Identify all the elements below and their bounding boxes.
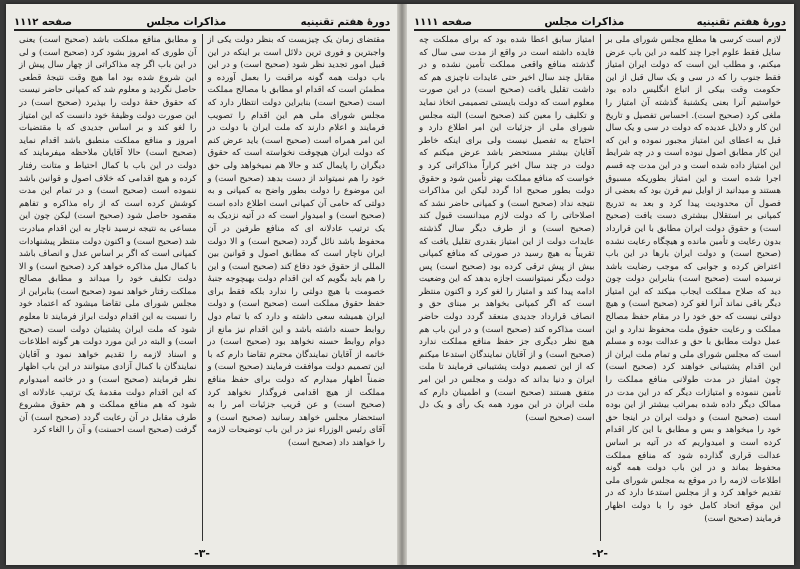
text-column-end [14,34,202,541]
paragraph: و مطابق منافع مملکت باشد (صحیح است) یعنی آن طوری که امروز بشود کرد (صحیح است) و لی در این باب اگر چه مذاکراتی از چهار سال پیش از این شروع شده بود اما هیچ وقت نتیجهٔ قطعی حاصل نگردید و معلوم شد که کمپانی حاضر نیست که حقوق حقهٔ دولت را بپذیرد (صحیح است) در این صورت دولت وظیفهٔ خود دانست که این امتیاز را لغو کند و بر اساس جدیدی که با مقتضیات امروز و منافع مملکت منطبق باشد اقدام نماید (صحیح است) حالا آقایان ملاحظه میفرمایند که دولت در این باب با کمال احتیاط و متانت رفتار کرده و هیچ اقدامی که خلاف اصول و قوانین باشد ننموده است (صحیح است) و در تمام این مدت کوشش کرده است که از راه مذاکره و تفاهم مقصود حاصل شود (صحیح است) لیکن چون این مساعی به نتیجه نرسید ناچار به این اقدام مبادرت شد (صحیح است) و اکنون دولت منتظر پیشنهادات کمپانی است که اگر بر اساس عدل و انصاف باشد با کمال میل مذاکره خواهد کرد (صحیح است) و الا دولت تکلیف خود را میداند و مطابق مصالح مملکت رفتار خواهد نمود (صحیح است) بنابراین از مجلس شورای ملی تقاضا میشود که اعتماد خود را نسبت به این اقدام دولت ابراز فرمایند تا معلوم شود که ملت ایران پشتیبان دولت است (صحیح است) و البته در این مورد دولت هر گونه اطلاعات و اسناد لازمه را تقدیم خواهد نمود و آقایان نمایندگان با کمال آزادی میتوانند در این باب اظهار نظر فرمایند (صحیح است) و در خاتمه امیدوارم که این اقدام دولت مقدمهٔ یک ترتیب عادلانه ای شود که هم منافع مملکت و هم حقوق مشروع طرف مقابل در آن رعایت گردد (صحیح است) آن گرفت (صحیح است احسنت) و آن را الغاء کرد [19,35,197,436]
book-gutter [397,4,407,565]
header-volume: دورهٔ هفتم تقنینیه [300,17,390,28]
page-footer-number: -۳- [194,547,210,560]
text-column-end [414,34,600,541]
book-spread [6,4,794,565]
text-columns [414,34,786,541]
paragraph: مقتضای زمان یک چیزیست که بنظر دولت یکی از واجبترین و فوری ترین دلائل است بر اینکه در این قبیل امور تجدید نظر شود (صحیح است) و در این باب دولت همه گونه مراقبت را بعمل آورده و مطمئن است که اقدام او مطابق با مصالح مملکت است (صحیح است) بنابراین دولت انتظار دارد که مجلس شورای ملی هم این اقدام را تصویب فرمایند و اعلام دارند که ملت ایران با دولت در این امر همراه است (صحیح است) باید عرض کنم که دولت ایران هیچوقت نخواسته است که حقوق دیگران را پایمال کند و حالا هم نمیخواهد ولی حق خود را هم نمیتواند از دست بدهد (صحیح است) و این موضوع را دولت بطور واضح به کمپانی و به دولتی که حامی آن کمپانی است اطلاع داده است (صحیح است) و امیدوار است که در آتیه نزدیک به یک ترتیب عادلانه ای که منافع طرفین در آن محفوظ باشد نائل گردد (صحیح است) و الا دولت ایران ناچار است که مطابق اصول و قوانین بین المللی از حقوق خود دفاع کند (صحیح است) و این را هم باید بگویم که این اقدام دولت بهیچوجه جنبهٔ خصومت با هیچ دولتی را ندارد بلکه فقط برای حفظ حقوق مملکت است (صحیح است) و دولت ایران همیشه سعی داشته و دارد که با تمام دول روابط حسنه داشته باشد و این اقدام نیز مانع از دوام روابط حسنه نخواهد بود (صحیح است) در خاتمه از آقایان نمایندگان محترم تقاضا دارم که با این تصمیم دولت موافقت فرمایند (صحیح است) و ضمناً اظهار میدارم که دولت برای حفظ منافع مملکت از هیچ اقدامی فروگذار نخواهد کرد (صحیح است) و عن قریب جزئیات امر را به استحضار مجلس خواهد رسانید (صحیح است) و آقای رئیس الوزراء نیز در این باب توضیحات لازمه را خواهند داد (صحیح است) [207,35,385,448]
paragraph: امتیاز سابق اعطا شده بود که برای مملکت چه فایده داشته است در واقع از مدت سی سال که گذشته منافع واقعی مملکت تأمین نشده و در مقابل چند سال اخیر حتی عایدات ناچیزی هم که داشت تقلیل یافت (صحیح است) در این صورت معلوم است که دولت بایستی تصمیمی اتخاذ نماید و تکلیف را معین کند (صحیح است) البته مجلس شورای ملی از جزئیات این امر اطلاع دارد و احتیاج به تفصیل نیست ولی برای اینکه خاطر آقایان بیشتر مستحضر باشد عرض میکنم که دولت در چند سال اخیر کراراً مذاکراتی کرد و خواست که منافع مملکت بهتر تأمین شود و حقوق دولت بطور صحیح ادا گردد لیکن این مذاکرات نتیجه نداد (صحیح است) و کمپانی حاضر نشد که اصلاحاتی را که دولت لازم میدانست قبول کند (صحیح است) و از طرف دیگر سال گذشته عایدات دولت از این امتیاز بقدری تقلیل یافت که تقریباً به هیچ رسید در صورتی که منافع کمپانی بیش از پیش ترقی کرده بود (صحیح است) پس دولت دیگر نمیتوانست اجازه بدهد که این وضعیت ادامه پیدا کند و امتیاز را لغو کرد و اکنون منتظر است که اگر کمپانی بخواهد بر مبنای حق و انصاف قرارداد جدیدی منعقد گردد دولت حاضر است مذاکره کند (صحیح است) و در این باب هم هیچ نظر دیگری جز حفظ منافع مملکت ندارد (صحیح است) و از آقایان نمایندگان استدعا میکنم که از این تصمیم دولت پشتیبانی فرمایند تا ملت ایران و دنیا بداند که دولت و مجلس در این امر متفق هستند (صحیح است) و اطمینان دارم که ملت ایران در این مورد همه یک رأی و یک دل است (صحیح است) [419,35,595,423]
paragraph: لازم است کرسی ها مطلع مجلس شورای ملی بر سایل فقط علوم اجرا چند کلمه در این باب عرض میکنم، و مطلب این است که دولت ایران امتیاز فقط جنوب را که در سی و یک سال قبل از این حکومت وقت بیکی از اتباع انگلیس داده بود خواستیم آنرا بعنی یکشنبهٔ گذشته آن امتیاز را ملغی کرد (صحیح است). احساس تفصیل و تاریخ این کار و دلایل عدیده که دولت در سی و یک سال قبل به اعطای این امتیاز مجبور نموده و این که این کار مطابق اصول نبوده است و در چه شرایط این امتیاز داده شده است و در این مدت چه قسم اجرا شده است و این امتیاز بطوریکه مسبوق هستند و میدانید از اوایل نیم قرن بود که بعضی از فصول آن محدودیت پیدا کرد و بعد به تدریج کمپانی بر استقلال بیشتری دست یافت (صحیح است) و حقوق دولت ایران مطابق با این قرارداد بدون رعایت و تأمین مانده و هیچگاه رعایت نشده (صحیح است) و دولت ایران بارها در این باب اعتراض کرده و جوابی که موجب رضایت باشد نرسیده است (صحیح است) بنابراین دولت چون دید که صلاح مملکت ایجاب میکند که این امتیاز دیگر باقی نماند آنرا لغو کرد (صحیح است) و هیچ دولتی نیست که حق خود را در مقام حفظ مصالح مملکت و رعایت حقوق ملت محفوظ ندارد و این عمل دولت مطابق با حق و عدالت بوده و مسلم است که مجلس شورای ملی و تمام ملت ایران از این اقدام پشتیبانی خواهند کرد (صحیح است) چون امتیاز در مدت طولانی منافع مملکت را تأمین ننموده و امتیازات دیگر که در این مدت در ممالک دیگر داده شده بمراتب بیشتر از این بوده است (صحیح است) و دولت ایران در اینجا حق خود را میخواهد و بس و مطابق با این کار اقدام کرده است و امیدواریم که در آتیه بر اساس عدالت قراری گذارده شود که منافع مملکت محفوظ بماند و در این باب دولت همه گونه اطلاعات لازمه را در موقع به مجلس شورای ملی تقدیم خواهد کرد و از مجلس استدعا دارد که در این موقع اتحاد کامل خود را با دولت اظهار فرمایند (صحیح است) [605,35,781,524]
header-title: مذاکرات مجلس [544,16,625,28]
header-volume: دورهٔ هفتم تقنینیه [696,17,786,28]
page-header [414,10,786,31]
left-page [10,4,394,565]
page-footer-number: -۲- [592,547,608,560]
text-column-start [601,34,787,541]
header-page-number: صفحه ۱۱۱۱ [414,17,473,28]
right-page [410,4,790,565]
text-columns [14,34,390,541]
page-header [14,10,390,31]
header-title: مذاکرات مجلس [146,16,227,28]
text-column-start [203,34,391,541]
header-page-number: صفحه ۱۱۱۲ [14,17,73,28]
